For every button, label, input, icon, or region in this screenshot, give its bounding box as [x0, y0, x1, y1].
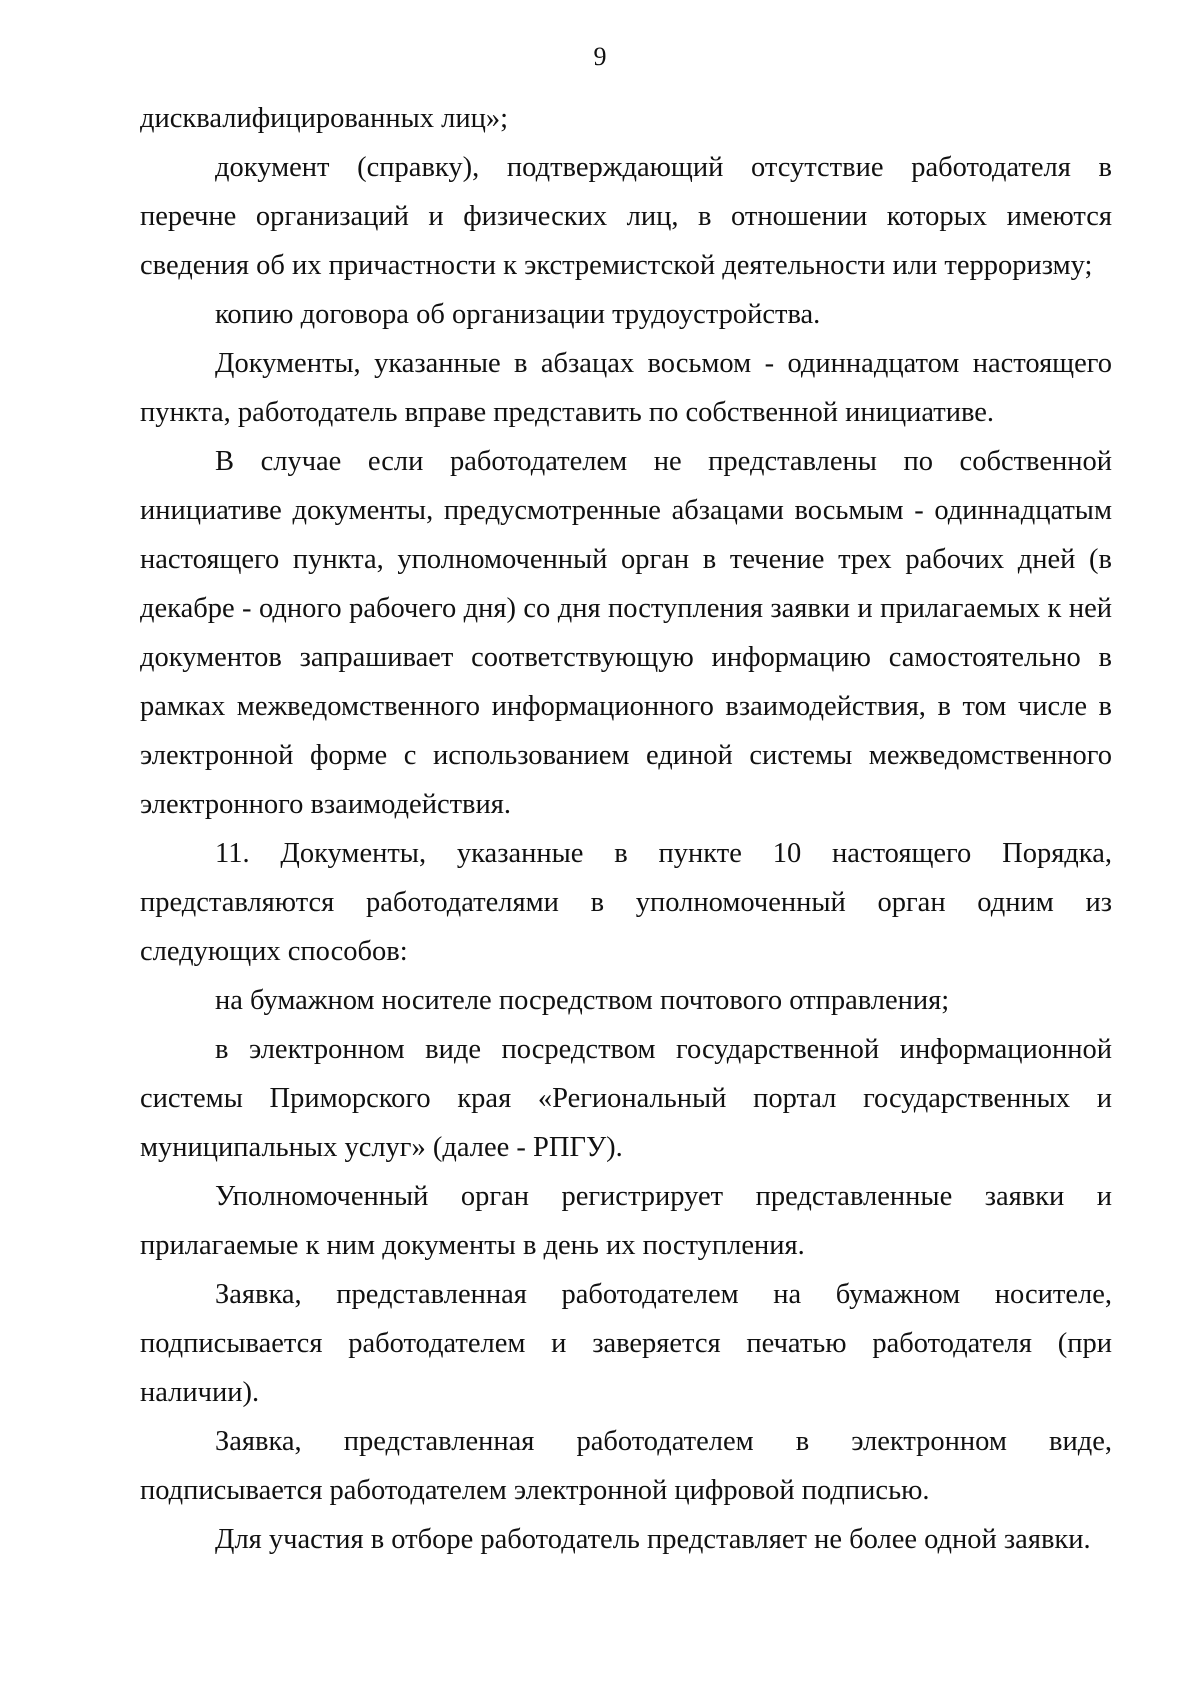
paragraph-own-initiative: Документы, указанные в абзацах восьмом - одиннадцатом настоящего пункта, работодатель вправе представить по собственной инициативе.: [140, 348, 1112, 428]
document-body: [140, 94, 1112, 1564]
paragraph-employment-contract: копию договора об организации трудоустройства.: [215, 299, 821, 330]
paragraph-single-application: Для участия в отборе работодатель представляет не более одной заявки.: [215, 1524, 1091, 1555]
paragraph-continuation: дисквалифицированных лиц»;: [140, 103, 509, 134]
paragraph-extremism-certificate: документ (справку), подтверждающий отсутствие работодателя в перечне организаций и физических лиц, в отношении которых имеются сведения об их причастности к экстремистской деятельности или терроризму;: [140, 152, 1112, 281]
paragraph-registration: Уполномоченный орган регистрирует представленные заявки и прилагаемые к ним документы в день их поступления.: [140, 1181, 1112, 1261]
paragraph-electronic-submission: в электронном виде посредством государственной информационной системы Приморского края «Региональный портал государственных и муниципальных услуг» (далее - РПГУ).: [140, 1034, 1112, 1163]
paragraph-item-11: 11. Документы, указанные в пункте 10 настоящего Порядка, представляются работодателями в уполномоченный орган одним из следующих способов:: [140, 838, 1112, 967]
paragraph-digital-signature: Заявка, представленная работодателем в электронном виде, подписывается работодателем электронной цифровой подписью.: [140, 1426, 1112, 1506]
paragraph-interagency-request: В случае если работодателем не представлены по собственной инициативе документы, предусмотренные абзацами восьмым - одиннадцатым настоящего пункта, уполномоченный орган в течение трех рабочих дней (в декабре - одного рабочего дня) со дня поступления заявки и прилагаемых к ней документов запрашивает соответствующую информацию самостоятельно в рамках межведомственного информационного взаимодействия, в том числе в электронной форме с использованием единой системы межведомственного электронного взаимодействия.: [140, 446, 1112, 820]
paragraph-paper-submission: на бумажном носителе посредством почтового отправления;: [215, 985, 950, 1016]
page-number: 9: [593, 42, 607, 71]
paragraph-paper-signature: Заявка, представленная работодателем на бумажном носителе, подписывается работодателем и заверяется печатью работодателя (при наличии).: [140, 1279, 1112, 1408]
